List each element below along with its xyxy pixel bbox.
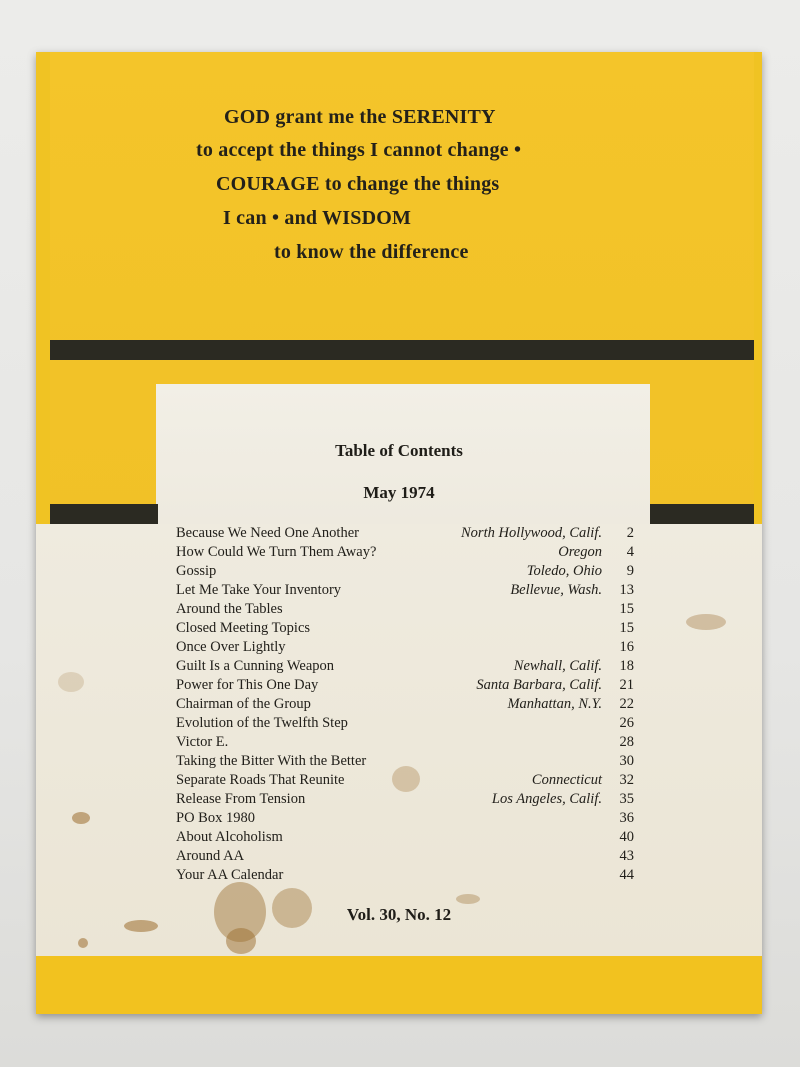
toc-entry-page: 13 [619,582,634,598]
toc-entry [36,544,762,563]
toc-entry [36,563,762,582]
toc-entry-page: 9 [626,563,634,579]
toc-entry-page: 44 [619,867,634,883]
toc-entry-title: Once Over Lightly [176,639,286,655]
toc-entry-page: 32 [619,772,634,788]
magazine-back-cover [36,52,762,1014]
toc-entry [36,829,762,848]
black-band-upper [50,340,754,360]
toc-entry [36,525,762,544]
prayer-line-3: COURAGE to change the things [216,173,500,195]
toc-entry [36,848,762,867]
toc-entry [36,582,762,601]
issue-date: May 1974 [363,483,435,502]
toc-entry-title: Let Me Take Your Inventory [176,582,342,598]
toc-entry-place: Newhall, Calif. [513,658,602,674]
toc-entry-title: Release From Tension [176,791,306,807]
prayer-line-1: GOD grant me the SERENITY [224,106,496,128]
toc-entry-title: Victor E. [176,734,229,750]
toc-entry [36,753,762,772]
toc-entry-title: Closed Meeting Topics [176,620,311,636]
black-band-lower-right [650,504,754,524]
toc-entry-page: 26 [619,715,634,731]
toc-entry-place: Connecticut [531,772,602,788]
toc-entry-page: 16 [619,639,634,655]
toc-entry-page: 22 [619,696,634,712]
toc-entry-page: 2 [626,525,634,541]
toc-entry-page: 18 [619,658,634,674]
toc-entry-page: 21 [619,677,634,693]
toc-entry-title: Around the Tables [176,601,283,617]
stain-mark [226,928,256,954]
serenity-prayer [36,52,762,352]
toc-entry-title: Your AA Calendar [176,867,284,883]
toc-entry [36,620,762,639]
toc-entry-place: Manhattan, N.Y. [507,696,602,712]
toc-entry-place: Oregon [558,544,602,560]
toc-entry [36,639,762,658]
toc-entry-page: 4 [626,544,634,560]
toc-entry-title: Because We Need One Another [176,525,359,541]
toc-entry-title: PO Box 1980 [176,810,255,826]
toc-entry-title: Chairman of the Group [176,696,311,712]
toc-entry-title: Separate Roads That Reunite [176,772,345,788]
black-band-lower-left [50,504,158,524]
toc-entry-page: 40 [619,829,634,845]
volume-number: Vol. 30, No. 12 [346,905,452,924]
toc-entry [36,715,762,734]
toc-entry [36,601,762,620]
yellow-band-bottom [36,956,762,1014]
toc-title: Table of Contents [335,441,463,460]
toc-entry-title: Around AA [176,848,245,864]
stain-mark [456,894,480,904]
toc-entry-page: 43 [619,848,634,864]
toc-entry-place: Santa Barbara, Calif. [476,677,602,693]
toc-entry-title: About Alcoholism [176,829,283,845]
toc-entry-title: Gossip [176,563,217,579]
prayer-line-2: to accept the things I cannot change • [196,139,522,161]
toc-entry [36,658,762,677]
toc-entry-place: Bellevue, Wash. [510,582,602,598]
toc-entry-title: Guilt Is a Cunning Weapon [176,658,335,674]
toc-entry-page: 15 [619,620,634,636]
toc-entry-place: Toledo, Ohio [526,563,602,579]
toc-entry-page: 30 [619,753,634,769]
toc-entry-place: North Hollywood, Calif. [461,525,602,541]
toc-entry [36,734,762,753]
prayer-line-5: to know the difference [274,241,469,263]
toc-entry [36,810,762,829]
toc-entry-page: 36 [619,810,634,826]
toc-entry [36,677,762,696]
prayer-line-4: I can • and WISDOM [223,207,412,229]
toc-entry-page: 35 [619,791,634,807]
toc-entry-page: 15 [619,601,634,617]
toc-entry [36,696,762,715]
toc-entry-page: 28 [619,734,634,750]
toc-entry [36,867,762,886]
toc-entry-title: Evolution of the Twelfth Step [176,715,348,731]
toc-entry-title: Taking the Bitter With the Better [176,753,367,769]
toc-entry [36,772,762,791]
toc-entry-title: How Could We Turn Them Away? [176,544,377,560]
stain-mark [78,938,88,948]
toc-entry-place: Los Angeles, Calif. [491,791,602,807]
toc-entry-title: Power for This One Day [176,677,319,693]
toc-entry [36,791,762,810]
